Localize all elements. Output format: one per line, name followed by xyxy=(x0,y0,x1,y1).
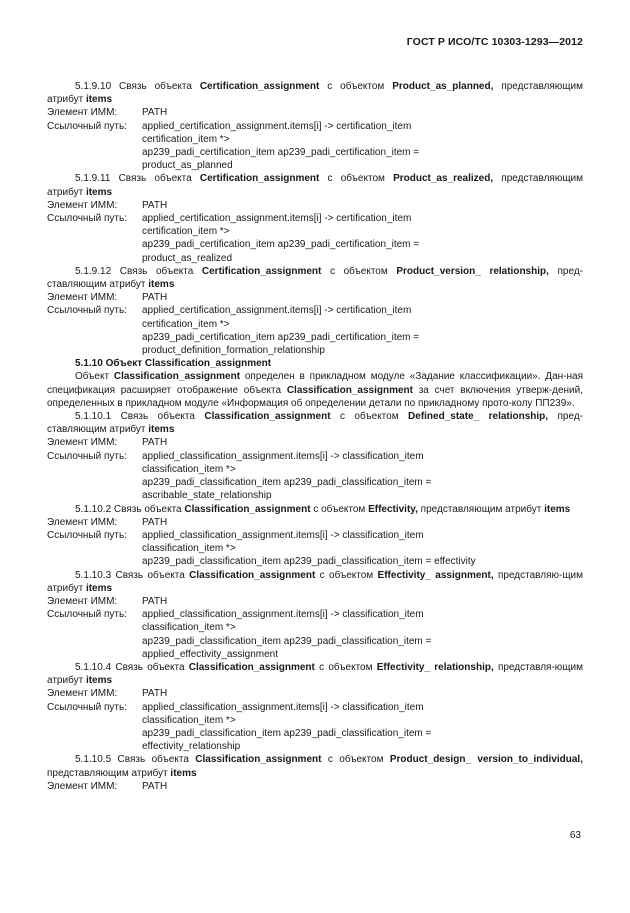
document-header: ГОСТ Р ИСО/ТС 10303-1293—2012 xyxy=(406,36,583,48)
path-line: product_as_realized xyxy=(142,252,233,264)
path-line: classification_item *> xyxy=(142,714,236,726)
path-line: applied_effectivity_assignment xyxy=(142,648,279,660)
section-heading: 5.1.9.10 Связь объекта Certification_assignment с объектом Product_as_planned, представляющим атрибут items xyxy=(47,81,583,106)
imm-element-row: Элемент ИММ: PATH xyxy=(47,688,168,700)
path-line: classification_item *> xyxy=(142,543,236,555)
path-line: product_as_planned xyxy=(142,160,233,172)
path-line: ap239_padi_classification_item ap239_padi_classification_item = xyxy=(142,635,432,647)
section-heading: 5.1.10.5 Связь объекта Classification_assignment с объектом Product_design_ version_to_individual, представляющим атрибут items xyxy=(47,754,583,779)
imm-element-row: Элемент ИММ: PATH xyxy=(47,107,168,119)
section-heading: 5.1.10.4 Связь объекта Classification_assignment с объектом Effectivity_ relationship, представля-ющим атрибут items xyxy=(47,661,583,687)
imm-element-row: Элемент ИММ: PATH xyxy=(47,595,168,607)
path-line: ap239_padi_certification_item ap239_padi_certification_item = xyxy=(142,147,420,159)
path-line: ap239_padi_certification_item ap239_padi_certification_item = xyxy=(142,239,420,251)
imm-element-row: Элемент ИММ: PATH xyxy=(47,516,168,528)
imm-element-row: Элемент ИММ: PATH xyxy=(47,292,168,304)
reference-path-row: Ссылочный путь: applied_certification_assignment.items[i] -> certification_item xyxy=(47,305,412,317)
imm-element-row: Элемент ИММ: PATH xyxy=(47,199,168,211)
path-line: ap239_padi_classification_item ap239_padi_classification_item = effectivity xyxy=(142,556,476,568)
path-line: ap239_padi_certification_item ap239_padi_certification_item = xyxy=(142,331,420,343)
path-line: classification_item *> xyxy=(142,622,236,634)
page-number: 63 xyxy=(569,830,581,841)
imm-element-row: Элемент ИММ: PATH xyxy=(47,437,168,449)
reference-path-row: Ссылочный путь: applied_classification_assignment.items[i] -> classification_item xyxy=(47,529,424,541)
section-heading: 5.1.10.1 Связь объекта Classification_assignment с объектом Defined_state_ relationship, пред-ставляющим атрибут items xyxy=(47,411,583,436)
section-heading: 5.1.9.11 Связь объекта Certification_assignment с объектом Product_as_realized, представляющим атрибут items xyxy=(47,173,584,198)
object-heading: 5.1.10 Объект Classification_assignment xyxy=(75,358,272,370)
path-line: ascribable_state_relationship xyxy=(142,490,272,502)
object-description: Объект Classification_assignment определен в прикладном модуле «Задание классификации». Дан-ная спецификация расширяет отображение объекта Classification_assignment за счет включения утверж-дений, определенных в прикладном модуле «Информация об определении детали по прикладному прото-колу ПП239». xyxy=(47,371,584,409)
path-line: ap239_padi_classification_item ap239_padi_classification_item = xyxy=(142,727,432,739)
section-heading: 5.1.10.3 Связь объекта Classification_assignment с объектом Effectivity_ assignment, представляю-щим атрибут items xyxy=(47,569,584,594)
reference-path-row: Ссылочный путь: applied_certification_assignment.items[i] -> certification_item xyxy=(47,213,412,225)
path-line: classification_item *> xyxy=(142,463,236,475)
path-line: certification_item *> xyxy=(142,133,230,145)
reference-path-row: Ссылочный путь: applied_classification_assignment.items[i] -> classification_item xyxy=(47,609,424,621)
path-line: effectivity_relationship xyxy=(142,741,241,753)
document-body xyxy=(47,80,583,793)
path-line: ap239_padi_classification_item ap239_padi_classification_item = xyxy=(142,477,432,489)
path-line: certification_item *> xyxy=(142,226,230,238)
path-line: product_definition_formation_relationship xyxy=(142,345,325,357)
path-line: certification_item *> xyxy=(142,318,230,330)
reference-path-row: Ссылочный путь: applied_classification_assignment.items[i] -> classification_item xyxy=(47,701,424,713)
section-heading: 5.1.9.12 Связь объекта Certification_assignment с объектом Product_version_ relationship, пред-ставляющим атрибут items xyxy=(47,265,583,291)
reference-path-row: Ссылочный путь: applied_classification_assignment.items[i] -> classification_item xyxy=(47,450,424,462)
reference-path-row: Ссылочный путь: applied_certification_assignment.items[i] -> certification_item xyxy=(47,120,412,132)
imm-element-row: Элемент ИММ: PATH xyxy=(47,780,168,792)
section-heading: 5.1.10.2 Связь объекта Classification_assignment с объектом Effectivity, представляющим атрибут items xyxy=(75,503,571,515)
